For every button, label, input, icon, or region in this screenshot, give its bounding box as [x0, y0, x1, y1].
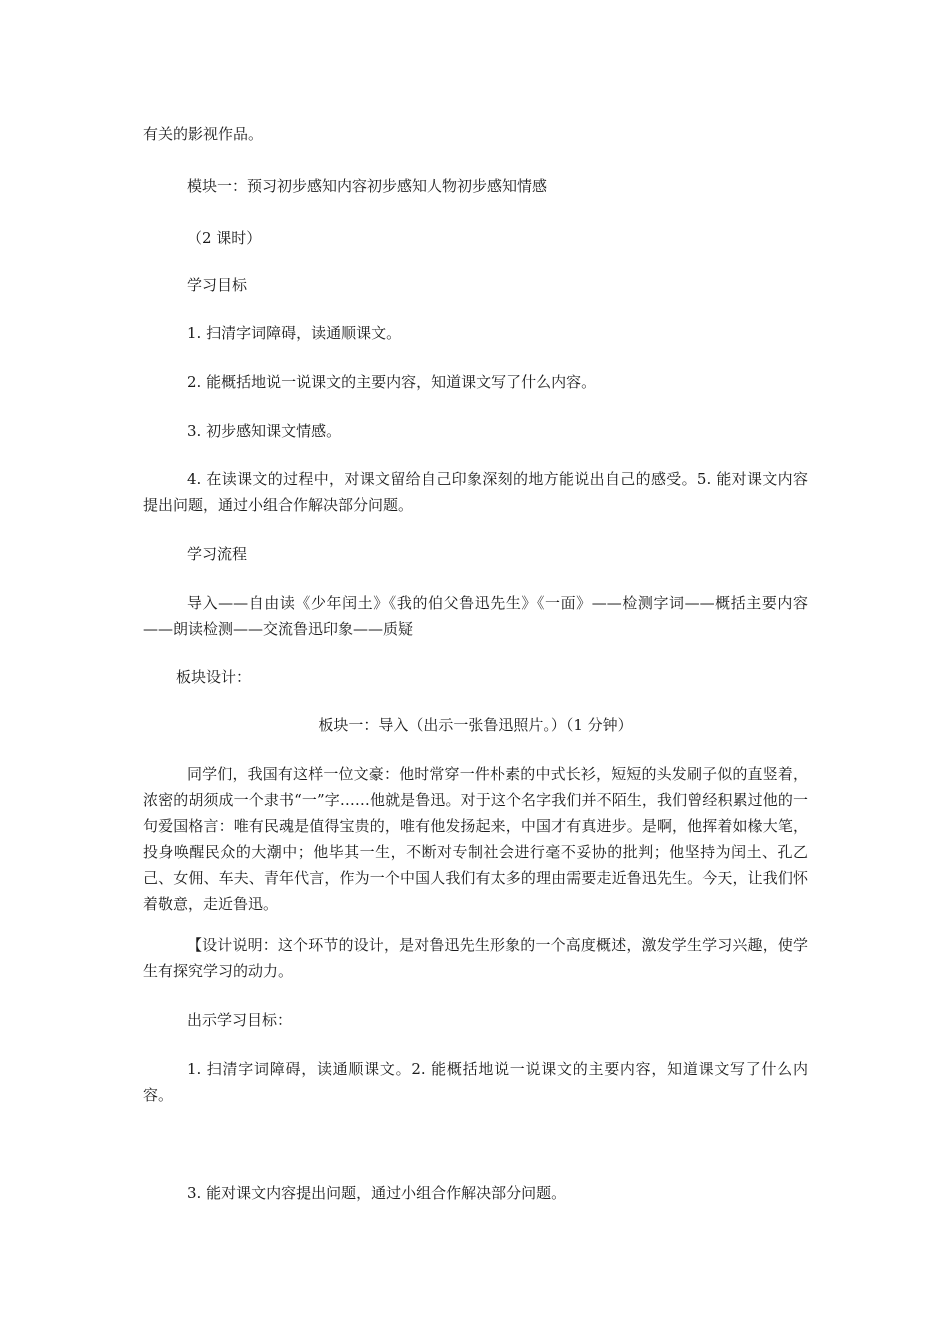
lesson-hours: （2 课时） [187, 229, 262, 247]
learning-process-text: 导入——自由读《少年闰土》《我的伯父鲁迅先生》《一面》——检测字词——概括主要内容——朗读检测——交流鲁迅印象——质疑 [143, 594, 808, 638]
design-note: 【设计说明：这个环节的设计，是对鲁迅先生形象的一个高度概述，激发学生学习兴趣，使学生有探究学习的动力。 [143, 936, 808, 980]
goal-item-4-5: 4. 在读课文的过程中，对课文留给自己印象深刻的地方能说出自己的感受。5. 能对课文内容提出问题，通过小组合作解决部分问题。 [143, 470, 808, 514]
paragraph-continuation: 有关的影视作品。 [143, 125, 264, 143]
intro-paragraph: 同学们，我国有这样一位文豪：他时常穿一件朴素的中式长衫，短短的头发刷子似的直竖着，浓密的胡须成一个隶书“一”字……他就是鲁迅。对于这个名字我们并不陌生，我们曾经积累过他的一句爱国格言：唯有民魂是值得宝贵的，唯有他发扬起来，中国才有真进步。是啊，他挥着如椽大笔，投身唤醒民众的大潮中；他毕其一生，不断对专制社会进行毫不妥协的批判；他坚持为闰土、孔乙己、女佣、车夫、青年代言，作为一个中国人我们有太多的理由需要走近鲁迅先生。今天，让我们怀着敬意，走近鲁迅。 [143, 765, 808, 913]
module-heading: 模块一：预习初步感知内容初步感知人物初步感知情感 [187, 177, 548, 195]
shown-goals-1-2: 1. 扫清字词障碍，读通顺课文。2. 能概括地说一说课文的主要内容，知道课文写了什么内容。 [143, 1060, 808, 1104]
learning-process-heading: 学习流程 [187, 545, 248, 563]
block-one-title: 板块一：导入（出示一张鲁迅照片。）（1 分钟） [318, 716, 633, 734]
goal-item-2: 2. 能概括地说一说课文的主要内容，知道课文写了什么内容。 [187, 373, 597, 391]
learning-goals-heading: 学习目标 [187, 276, 248, 294]
goal-item-1: 1. 扫清字词障碍，读通顺课文。 [187, 324, 402, 342]
show-goals-heading: 出示学习目标： [187, 1011, 293, 1029]
goal-item-3: 3. 初步感知课文情感。 [187, 422, 342, 440]
block-design-heading: 板块设计： [176, 668, 252, 686]
shown-goal-3: 3. 能对课文内容提出问题，通过小组合作解决部分问题。 [187, 1184, 567, 1202]
